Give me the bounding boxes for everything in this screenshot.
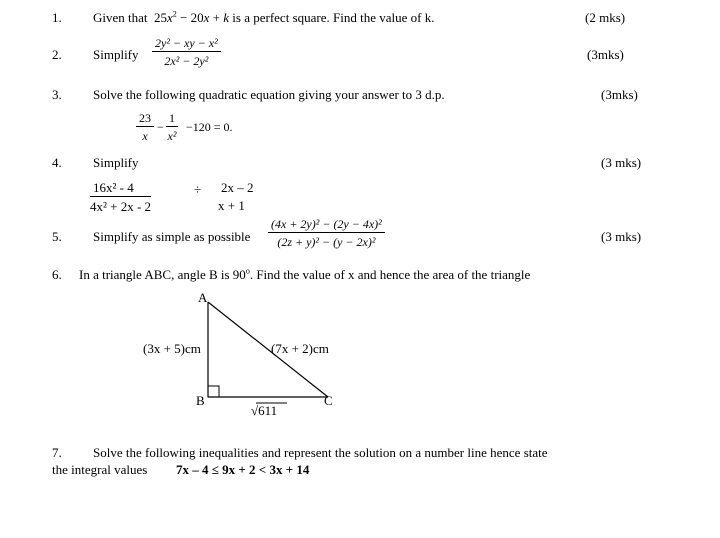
vertex-a-label: A bbox=[198, 290, 208, 305]
q4-f1-num: 16x² - 4 bbox=[90, 181, 151, 197]
q4-marks: (3 mks) bbox=[601, 155, 642, 170]
q2-number: 2. bbox=[52, 47, 62, 62]
q1-var-k: k bbox=[223, 10, 230, 25]
q5-marks: (3 mks) bbox=[601, 229, 642, 244]
q7-number: 7. bbox=[52, 445, 62, 460]
q1-number: 1. bbox=[52, 10, 62, 25]
q6-text-b: . Find the value of x and hence the area of the triangle bbox=[249, 267, 531, 282]
q4-f2-den: x + 1 bbox=[218, 198, 245, 213]
q3-rest: −120 = 0. bbox=[186, 120, 233, 134]
vertex-b-label: B bbox=[196, 393, 205, 408]
q7-text-a: Solve the following inequalities and represent the solution on a number line hence state bbox=[93, 445, 548, 460]
q3-text: Solve the following quadratic equation giving your answer to 3 d.p. bbox=[93, 87, 445, 102]
q5-number: 5. bbox=[52, 229, 62, 244]
q1-coef-25: 25 bbox=[154, 10, 168, 25]
q2-marks: (3mks) bbox=[587, 47, 624, 62]
q1-lead: Given that bbox=[93, 10, 148, 25]
q6-number: 6. bbox=[52, 267, 62, 282]
side-bc-label: √611 bbox=[251, 403, 278, 418]
q1-var-x-2: x bbox=[203, 10, 210, 25]
q1-var-x: x bbox=[167, 10, 173, 25]
q1-exp-2: 2 bbox=[172, 9, 177, 19]
q3-f1-num: 23 bbox=[136, 112, 154, 127]
q7-text-b: the integral values bbox=[52, 462, 148, 477]
q1-tail: is a perfect square. Find the value of k. bbox=[229, 10, 435, 25]
q6-text-a: In a triangle ABC, angle B is 90 bbox=[79, 267, 246, 282]
q7-inequality: 7x – 4 ≤ 9x + 2 < 3x + 14 bbox=[176, 462, 310, 477]
q3-marks: (3mks) bbox=[601, 87, 638, 102]
q1-minus-20: − 20 bbox=[176, 10, 204, 25]
q3-f1-den: x bbox=[142, 129, 148, 143]
vertex-c-label: C bbox=[324, 393, 333, 408]
q5-text: Simplify as simple as possible bbox=[93, 229, 251, 244]
q4-divide: ÷ bbox=[194, 182, 202, 197]
q4-number: 4. bbox=[52, 155, 62, 170]
q1-marks: (2 mks) bbox=[585, 10, 626, 25]
q4-f2-num: 2x – 2 bbox=[221, 180, 254, 195]
q3-f2-num: 1 bbox=[166, 112, 178, 127]
right-angle-marker bbox=[208, 386, 219, 397]
q3-number: 3. bbox=[52, 87, 62, 102]
q4-f1-den: 4x² + 2x - 2 bbox=[90, 199, 152, 214]
q2-numerator: 2y² − xy − x² bbox=[152, 37, 221, 52]
q1-plus: + bbox=[209, 10, 224, 25]
q3-minus: − bbox=[157, 120, 164, 134]
side-ab-label: (3x + 5)cm bbox=[143, 341, 201, 356]
q3-f2-den: x² bbox=[167, 129, 177, 143]
q6-degree: o bbox=[245, 266, 250, 276]
q5-numerator: (4x + 2y)² − (2y − 4x)² bbox=[268, 218, 385, 233]
side-ac-label: (7x + 2)cm bbox=[271, 341, 329, 356]
q2-denominator: 2x² − 2y² bbox=[164, 54, 209, 68]
q4-label: Simplify bbox=[93, 155, 139, 170]
q2-label: Simplify bbox=[93, 47, 139, 62]
q5-denominator: (2z + y)² − (y − 2x)² bbox=[277, 235, 376, 249]
